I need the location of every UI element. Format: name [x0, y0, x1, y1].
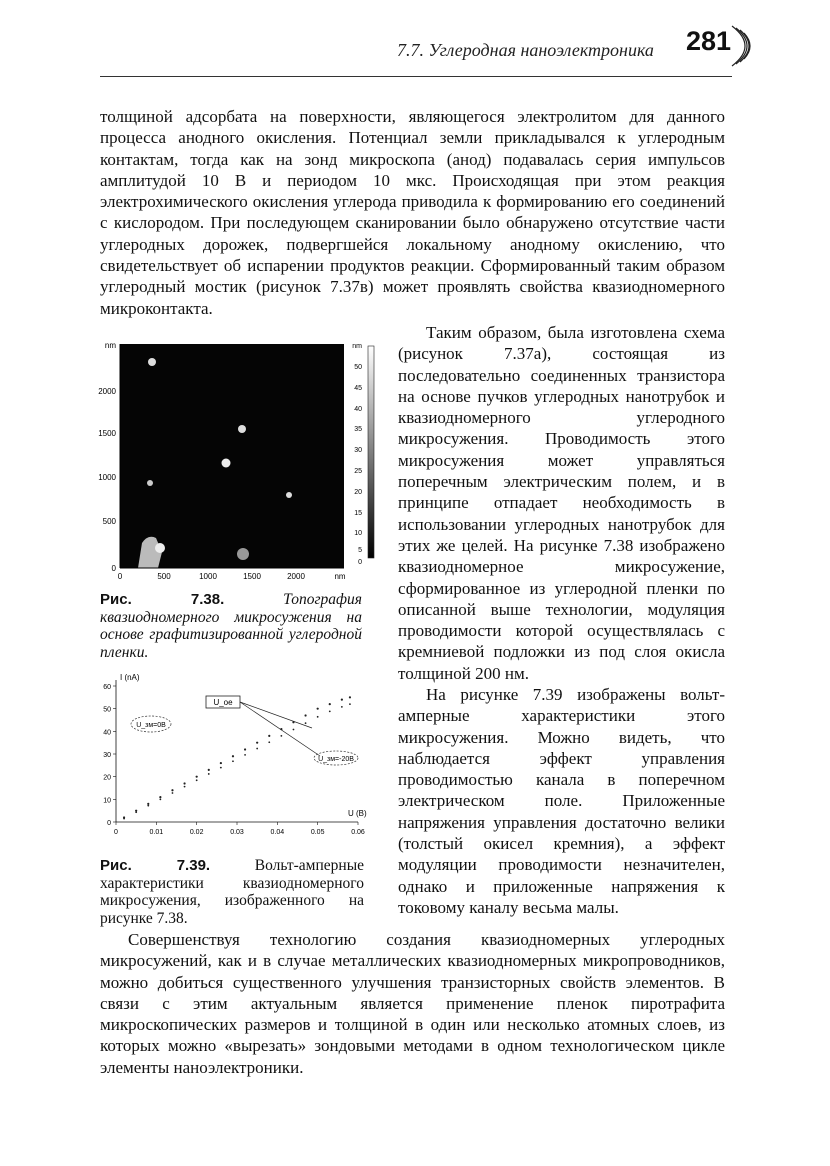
- scale-tick: 20: [354, 489, 362, 496]
- height-scale-bar: [368, 346, 374, 558]
- data-point: [159, 798, 161, 800]
- data-point: [304, 714, 306, 716]
- y-tick-label: 60: [103, 684, 111, 691]
- data-point: [135, 811, 137, 813]
- afm-feature: [155, 543, 165, 553]
- page-corner-ornament-icon: [728, 22, 762, 70]
- iv-chart: [96, 672, 376, 842]
- paragraph-3: На рисунке 7.39 изображены вольт-амперные характеристики этого микросужения. Можно видеть, что наблюдается эффект управления проводимостью канала в поперечном электрическом поле. Приложенные напряжения управления достаточно велики (толстый окисел кремния), а эффект модуляции проводимости незначителен, однако и приложенные напряжения к токовому каналу весьма малы.: [398, 685, 725, 917]
- header-rule: [100, 76, 732, 77]
- scale-tick: 10: [354, 530, 362, 537]
- scale-tick: 15: [354, 510, 362, 517]
- data-point: [244, 748, 246, 750]
- afm-topography-image: [100, 338, 385, 583]
- scale-tick: 40: [354, 406, 362, 413]
- data-point: [220, 767, 222, 769]
- data-point: [220, 762, 222, 764]
- y-tick-label: 0: [107, 820, 111, 827]
- data-point: [196, 779, 198, 781]
- legend-label: U_ое: [213, 698, 233, 707]
- data-point: [147, 803, 149, 805]
- afm-x-tick: 1000: [199, 572, 217, 581]
- afm-x-tick: 0: [117, 572, 123, 581]
- data-point: [183, 782, 185, 784]
- figure-7-38: [100, 338, 385, 583]
- data-point: [317, 716, 319, 718]
- data-point: [349, 696, 351, 698]
- figure-7-39-caption: [100, 857, 364, 927]
- data-point: [159, 796, 161, 798]
- afm-x-tick: 1500: [243, 572, 261, 581]
- figure-7-39: [96, 672, 376, 842]
- afm-feature: [222, 459, 231, 468]
- y-tick-label: 50: [103, 706, 111, 714]
- x-tick-label: 0: [114, 829, 118, 836]
- afm-y-tick: 500: [102, 517, 116, 526]
- afm-y-tick: 1000: [98, 473, 116, 482]
- annotation-label: U_зм=-20В: [318, 756, 354, 763]
- afm-scan-area: [120, 344, 344, 568]
- data-point: [184, 786, 186, 788]
- data-point: [172, 792, 174, 794]
- data-point: [171, 789, 173, 791]
- y-tick-label: 30: [103, 752, 111, 759]
- x-tick-label: 0.01: [149, 829, 164, 836]
- data-point: [317, 708, 319, 710]
- scale-tick: 35: [354, 426, 362, 433]
- data-point: [305, 722, 307, 724]
- scale-tick: 50: [354, 364, 362, 371]
- figure-7-38-caption: [100, 591, 362, 661]
- data-point: [123, 818, 125, 820]
- data-point: [349, 703, 351, 705]
- scale-tick: 0: [358, 559, 362, 566]
- data-point: [268, 741, 270, 743]
- x-tick-label: 0.03: [230, 829, 244, 836]
- scale-tick: 25: [354, 468, 362, 475]
- paragraph-2: Таким образом, была изготовлена схема (рисунок 7.37а), состоящая из последовательно соединенных транзистора на основе пучков углеродных нанотрубок и квазиодномерного углеродного микросужения. Проводимость этого микросужения может управляться поперечным электрическим полем, и в принципе отпадает необходимость в использовании углеродных нанотрубок для этих же целей. На рисунке 7.38 изображено квазиодномерное микросужение, сформированное из углеродной пленки по описанной выше технологии, модуляция проводимости которой осуществлялась с кремниевой подложки из под слоя окисла толщиной 200 нм.: [398, 323, 725, 683]
- data-point: [208, 773, 210, 775]
- running-title: 7.7. Углеродная наноэлектроника: [397, 40, 654, 60]
- data-point: [232, 755, 234, 757]
- y-axis-label: I (nA): [120, 673, 140, 682]
- scale-tick: 5: [358, 547, 362, 554]
- afm-y-tick: 1500: [98, 429, 116, 438]
- y-tick-label: 20: [103, 774, 111, 782]
- data-point: [208, 769, 210, 771]
- data-point: [329, 703, 331, 705]
- annotation-label: U_зм=0В: [136, 722, 166, 729]
- data-point: [196, 776, 198, 778]
- data-point: [268, 735, 270, 737]
- afm-feature: [286, 492, 292, 498]
- legend-leader: [240, 702, 320, 756]
- data-point: [280, 735, 282, 737]
- data-point: [341, 706, 343, 708]
- x-tick-label: 0.05: [310, 829, 325, 836]
- x-tick-label: 0.02: [189, 829, 204, 836]
- data-point: [256, 742, 258, 744]
- afm-x-tick: 2000: [287, 572, 305, 581]
- data-point: [256, 748, 258, 750]
- figure-7-39-text: Вольт-амперные характеристики квазиодномерного микросужения, изображенного на рисунке 7.38.: [100, 857, 364, 927]
- afm-y-tick: 0: [111, 564, 116, 573]
- afm-feature: [148, 358, 156, 366]
- afm-y-tick: 2000: [98, 387, 116, 396]
- x-tick-label: 0.06: [351, 829, 365, 836]
- legend-leader: [240, 702, 312, 728]
- figure-7-39-label: Рис. 7.39.: [100, 857, 211, 874]
- data-point: [147, 805, 149, 807]
- afm-feature: [147, 480, 153, 486]
- scale-tick: nm: [352, 343, 362, 350]
- data-point: [232, 760, 234, 762]
- afm-feature: [238, 425, 246, 433]
- figure-7-38-text: Топография квазиодномерного микросужения на основе графитизированной углеродной пленки.: [100, 591, 362, 661]
- paragraph-1: толщиной адсорбата на поверхности, являющегося электролитом для данного процесса анодного окисления. Потенциал земли прикладывался к углеродным контактам, тогда как на зонд микроскопа (анод) подавалась серия импульсов амплитудой 10 В и периодом 10 мкс. Происходящая при этом реакция электрохимического окисления углерода приводила к формированию его соединений с кислородом. При последующем сканировании было обнаружено отсутствие части углеродных дорожек, подвергшейся локальному анодному окислению, что свидетельствует об испарении продуктов реакции. Сформированный таким образом углеродный мостик (рисунок 7.37в) может проявлять свойства квазиодномерного микроконтакта.: [100, 107, 725, 318]
- data-point: [329, 710, 331, 712]
- scale-tick: 45: [354, 385, 362, 392]
- afm-x-tick: 500: [157, 572, 171, 581]
- x-axis-label: U (B): [348, 809, 367, 818]
- scale-tick: 30: [354, 447, 362, 454]
- data-point: [244, 754, 246, 756]
- afm-feature: [237, 548, 249, 560]
- y-tick-label: 40: [103, 729, 111, 737]
- data-point: [293, 729, 295, 731]
- afm-y-tick: nm: [104, 341, 116, 350]
- afm-x-tick: nm: [334, 572, 346, 581]
- x-tick-label: 0.04: [270, 829, 285, 836]
- y-tick-label: 10: [103, 797, 111, 805]
- figure-7-38-label: Рис. 7.38.: [100, 591, 225, 608]
- paragraph-4: Совершенствуя технологию создания квазиодномерных углеродных микросужений, как и в случае металлических квазиодномерных микропроводников, можно добиться существенного улучшения транзисторных свойств элементов. В связи с этим актуальным является применение пленок пиротрафита микроскопических размеров и толщиной в один или несколько атомных слоев, из которых можно «вырезать» зондовыми методами в одном технологическом цикле элементы наноэлектроники.: [100, 930, 725, 1077]
- page-number: 281: [686, 26, 732, 56]
- data-point: [341, 699, 343, 701]
